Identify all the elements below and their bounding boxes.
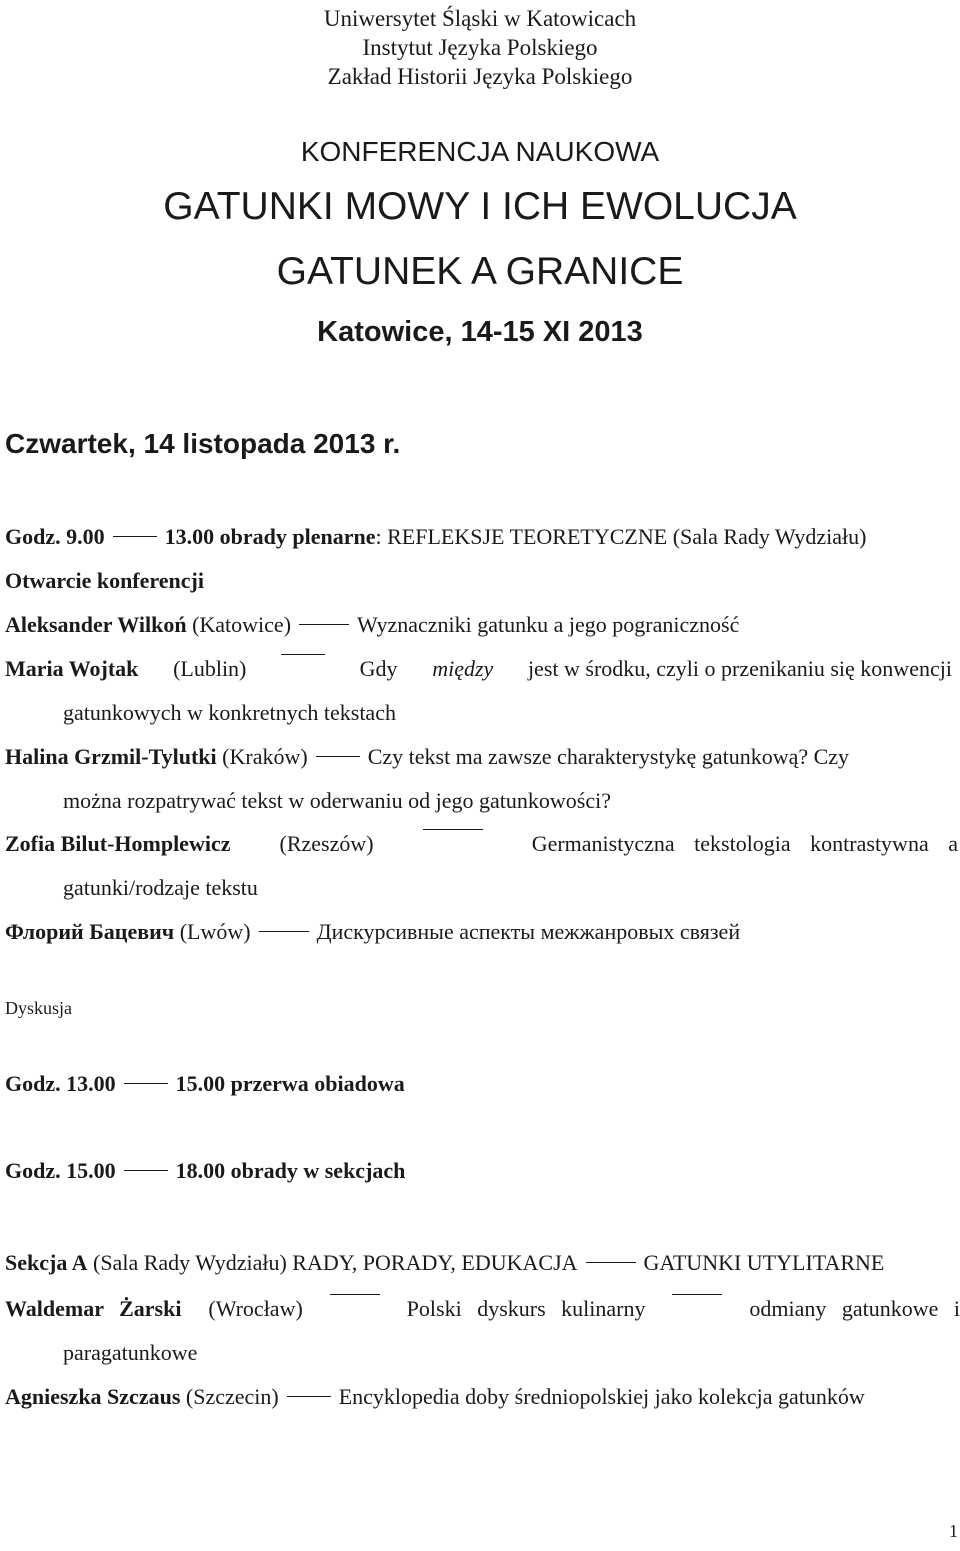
section-a-talk-1 [5, 1296, 960, 1322]
dash [672, 1294, 722, 1295]
talk-speaker: Maria Wojtak [5, 656, 139, 681]
talk-speaker: Waldemar Żarski [5, 1296, 182, 1321]
department-name: Zakład Historii Języka Polskiego [327, 64, 633, 89]
talk-title: Germanistyczna tekstologia kontrastywna a [531, 831, 958, 856]
talk-city: (Lwów) [179, 919, 251, 944]
page-number: 1 [949, 1521, 958, 1541]
talk-4-continuation: gatunki/rodzaje tekstu [63, 875, 258, 900]
dash [124, 1083, 168, 1084]
conference-label: KONFERENCJA NAUKOWA [300, 136, 660, 167]
university-name: Uniwersytet Śląski w Katowicach [323, 6, 637, 31]
talk-title: Encyklopedia doby średniopolskiej jako kolekcja gatunków [338, 1384, 865, 1409]
session2-time-end: 18.00 [175, 1158, 226, 1183]
talk-title-b: jest w środku, czyli o przenikaniu się konwencji [527, 656, 952, 681]
talk-speaker: Halina Grzmil-Tylutki [5, 744, 217, 769]
talk-city: (Rzeszów) [279, 831, 374, 856]
section-theme-a: RADY, PORADY, EDUKACJA [292, 1250, 578, 1275]
opening: Otwarcie konferencji [5, 568, 204, 593]
talk-speaker: Aleksander Wilkoń [5, 612, 187, 637]
talk-3-continuation: można rozpatrywać tekst w oderwaniu od jego gatunkowości? [63, 788, 611, 813]
talk-1 [5, 612, 958, 638]
dash [330, 1294, 380, 1295]
talk-title: Czy tekst ma zawsze charakterystykę gatunkową? Czy [367, 744, 850, 769]
section-name: Sekcja A [5, 1250, 88, 1275]
talk-city: (Kraków) [222, 744, 308, 769]
break-time-end: 15.00 [175, 1071, 226, 1096]
dash [423, 829, 483, 830]
header [0, 4, 960, 91]
dash [316, 756, 360, 757]
session1-heading [5, 524, 958, 550]
talk-speaker: Zofia Bilut-Homplewicz [5, 831, 231, 856]
session1-label: obrady plenarne [219, 524, 376, 549]
conference-subtitle: GATUNEK A GRANICE [276, 250, 684, 293]
talk-city: (Katowice) [192, 612, 292, 637]
session1-time-end: 13.00 [164, 524, 215, 549]
talk-2 [5, 656, 952, 682]
session1-time: Godz. 9.00 [5, 524, 105, 549]
dash [586, 1262, 636, 1263]
talk-title: Wyznaczniki gatunku a jego pograniczność [357, 612, 740, 637]
session2-time: Godz. 15.00 [5, 1158, 116, 1183]
break-heading [5, 1071, 958, 1097]
dash [281, 654, 325, 655]
session2-label: obrady w sekcjach [230, 1158, 406, 1183]
talk-city: (Lublin) [173, 656, 247, 681]
talk-city: (Szczecin) [185, 1384, 279, 1409]
dash [113, 536, 157, 537]
talk-5 [5, 919, 958, 945]
discussion: Dyskusja [5, 998, 72, 1018]
conference-title: GATUNKI MOWY I ICH EWOLUCJA [163, 185, 797, 228]
session2-heading [5, 1158, 958, 1184]
session1-rest: : REFLEKSJE TEORETYCZNE (Sala Rady Wydziału) [375, 524, 867, 549]
talk-speaker: Флорий Бацевич [5, 919, 175, 944]
talk-title-italic: między [432, 656, 494, 681]
conference-place-date: Katowice, 14-15 XI 2013 [317, 316, 643, 348]
dash [287, 1396, 331, 1397]
talk-title-a: Gdy [359, 656, 398, 681]
dash [299, 624, 349, 625]
dash [259, 931, 309, 932]
section-room: (Sala Rady Wydziału) [93, 1250, 287, 1275]
talk-title: Polski dyskurs kulinarny [406, 1296, 646, 1321]
talk-3 [5, 744, 958, 770]
section-a-talk-1-continuation: paragatunkowe [63, 1340, 198, 1365]
section-a-talk-2 [5, 1384, 958, 1410]
break-time: Godz. 13.00 [5, 1071, 116, 1096]
talk-title-b: odmiany gatunkowe i [749, 1296, 960, 1321]
day-heading: Czwartek, 14 listopada 2013 r. [5, 428, 401, 459]
institute-name: Instytut Języka Polskiego [362, 35, 598, 60]
section-a-heading [5, 1250, 958, 1276]
talk-2-continuation: gatunkowych w konkretnych tekstach [63, 700, 396, 725]
talk-speaker: Agnieszka Szczaus [5, 1384, 181, 1409]
section-theme-b: GATUNKI UTYLITARNE [643, 1250, 885, 1275]
dash [124, 1170, 168, 1171]
talk-4 [5, 831, 958, 857]
break-label: przerwa obiadowa [230, 1071, 405, 1096]
talk-title: Дискурсивные аспекты межжанровых связей [316, 919, 741, 944]
talk-city: (Wrocław) [208, 1296, 303, 1321]
